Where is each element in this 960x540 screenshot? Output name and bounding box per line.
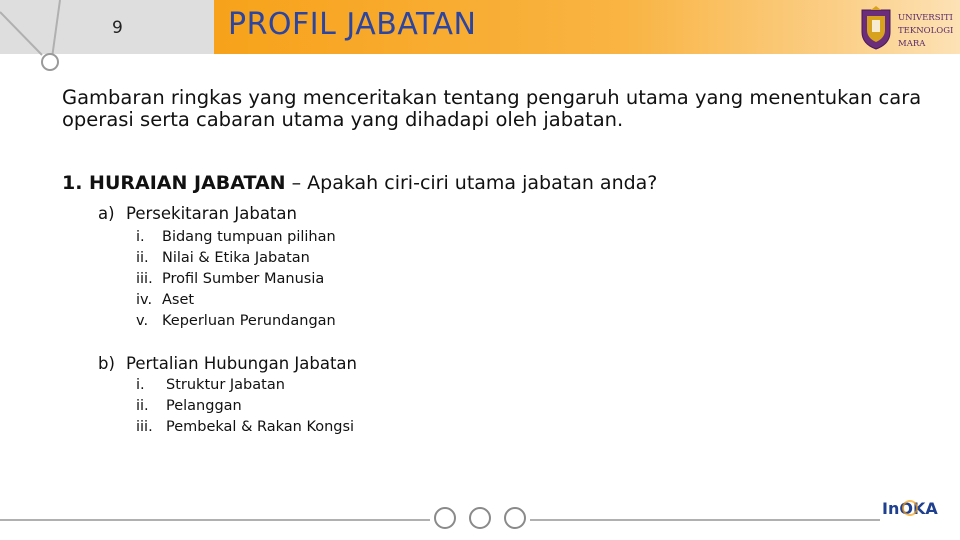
list-item-number: iii. [136, 271, 153, 287]
list-item [136, 248, 336, 269]
slide-number: 9 [112, 18, 123, 38]
corner-circle-icon [42, 54, 58, 70]
list-item-number: ii. [136, 250, 149, 266]
list-item [136, 269, 336, 290]
subsection-b-list [136, 375, 354, 438]
list-item-number: ii. [136, 398, 149, 414]
subsection-a-list [136, 227, 336, 332]
footer-circle-icon [505, 508, 525, 528]
list-item-text: Pelanggan [166, 398, 242, 414]
intro-paragraph: Gambaran ringkas yang menceritakan tentang pengaruh utama yang menentukan cara operasi serta cabaran utama yang dihadapi oleh jabatan. [62, 86, 922, 131]
section-heading [62, 172, 657, 194]
list-item-number: i. [136, 229, 145, 245]
list-item [136, 375, 354, 396]
section-heading-question: – Apakah ciri-ciri utama jabatan anda? [285, 172, 658, 194]
uitm-logo-line-3: MARA [898, 39, 926, 49]
uitm-logo-line-1: UNIVERSITI [898, 13, 953, 23]
uitm-logo [858, 6, 954, 50]
footer-circle-icon [435, 508, 455, 528]
list-item-number: iii. [136, 419, 153, 435]
list-item-number: iv. [136, 292, 153, 308]
list-item [136, 417, 354, 438]
subsection-a-label: Persekitaran Jabatan [126, 204, 297, 223]
list-item [136, 396, 354, 417]
inoka-logo [880, 494, 956, 520]
list-item-text: Aset [162, 292, 195, 308]
list-item [136, 227, 336, 248]
footer-circle-icon [470, 508, 490, 528]
subsection-b-heading [98, 354, 357, 373]
list-item-number: v. [136, 313, 149, 329]
subsection-b-marker: b) [98, 354, 115, 373]
uitm-crest-icon [862, 6, 890, 49]
inoka-logo-text: InOKA [882, 499, 938, 518]
slide-title: PROFIL JABATAN [228, 7, 477, 42]
subsection-a-marker: a) [98, 204, 115, 223]
list-item-text: Nilai & Etika Jabatan [162, 250, 310, 266]
section-heading-title: 1. HURAIAN JABATAN [62, 172, 286, 194]
list-item-text: Profil Sumber Manusia [162, 271, 325, 287]
list-item-text: Struktur Jabatan [166, 377, 285, 393]
list-item [136, 290, 336, 311]
uitm-logo-line-2: TEKNOLOGI [898, 26, 954, 36]
subsection-a-heading [98, 204, 297, 223]
list-item [136, 311, 336, 332]
list-item-text: Keperluan Perundangan [162, 313, 336, 329]
subsection-b-label: Pertalian Hubungan Jabatan [126, 354, 357, 373]
list-item-text: Pembekal & Rakan Kongsi [166, 419, 355, 435]
list-item-text: Bidang tumpuan pilihan [162, 229, 336, 245]
list-item-number: i. [136, 377, 145, 393]
